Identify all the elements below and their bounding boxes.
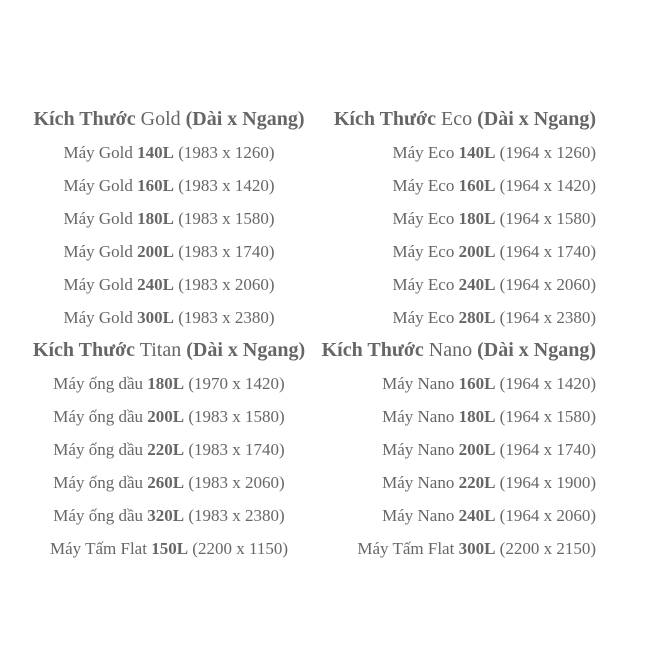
gold-column: [0, 103, 332, 334]
titan-item: Máy ống dầu 260L (1983 x 2060): [53, 473, 285, 492]
titan-item: Máy ống dầu 180L (1970 x 1420): [53, 374, 285, 393]
gold-item: Máy Gold 240L (1983 x 2060): [63, 275, 275, 294]
eco-item: Máy Eco 180L (1964 x 1580): [392, 209, 596, 228]
eco-item: Máy Eco 140L (1964 x 1260): [392, 143, 596, 162]
section-titan-nano: [0, 334, 665, 565]
gold-item: Máy Gold 200L (1983 x 1740): [63, 242, 275, 261]
eco-item: Máy Eco 280L (1964 x 2380): [392, 308, 596, 327]
eco-column: [332, 103, 664, 334]
gold-item: Máy Gold 140L (1983 x 1260): [63, 143, 275, 162]
nano-item: Máy Nano 220L (1964 x 1900): [382, 473, 596, 492]
titan-item: Máy ống dầu 320L (1983 x 2380): [53, 506, 285, 525]
flat-item: Máy Tấm Flat 300L (2200 x 2150): [357, 539, 596, 558]
nano-item: Máy Nano 160L (1964 x 1420): [382, 374, 596, 393]
flat-item: Máy Tấm Flat 150L (2200 x 1150): [50, 539, 288, 558]
gold-item: Máy Gold 300L (1983 x 2380): [63, 308, 275, 327]
nano-item: Máy Nano 180L (1964 x 1580): [382, 407, 596, 426]
eco-item: Máy Eco 160L (1964 x 1420): [392, 176, 596, 195]
nano-column: [321, 334, 664, 565]
size-tables: [0, 103, 665, 565]
gold-item: Máy Gold 160L (1983 x 1420): [63, 176, 275, 195]
section-gold-eco: [0, 103, 665, 334]
eco-item: Máy Eco 200L (1964 x 1740): [392, 242, 596, 261]
gold-item: Máy Gold 180L (1983 x 1580): [63, 209, 275, 228]
nano-heading: Kích Thước Nano (Dài x Ngang): [321, 339, 596, 361]
nano-item: Máy Nano 240L (1964 x 2060): [382, 506, 596, 525]
gold-heading: Kích Thước Gold (Dài x Ngang): [33, 108, 305, 130]
titan-item: Máy ống dầu 220L (1983 x 1740): [53, 440, 285, 459]
titan-column: [0, 334, 332, 565]
nano-item: Máy Nano 200L (1964 x 1740): [382, 440, 596, 459]
eco-item: Máy Eco 240L (1964 x 2060): [392, 275, 596, 294]
titan-heading: Kích Thước Titan (Dài x Ngang): [32, 339, 306, 361]
eco-heading: Kích Thước Eco (Dài x Ngang): [333, 108, 596, 130]
titan-item: Máy ống dầu 200L (1983 x 1580): [53, 407, 285, 426]
